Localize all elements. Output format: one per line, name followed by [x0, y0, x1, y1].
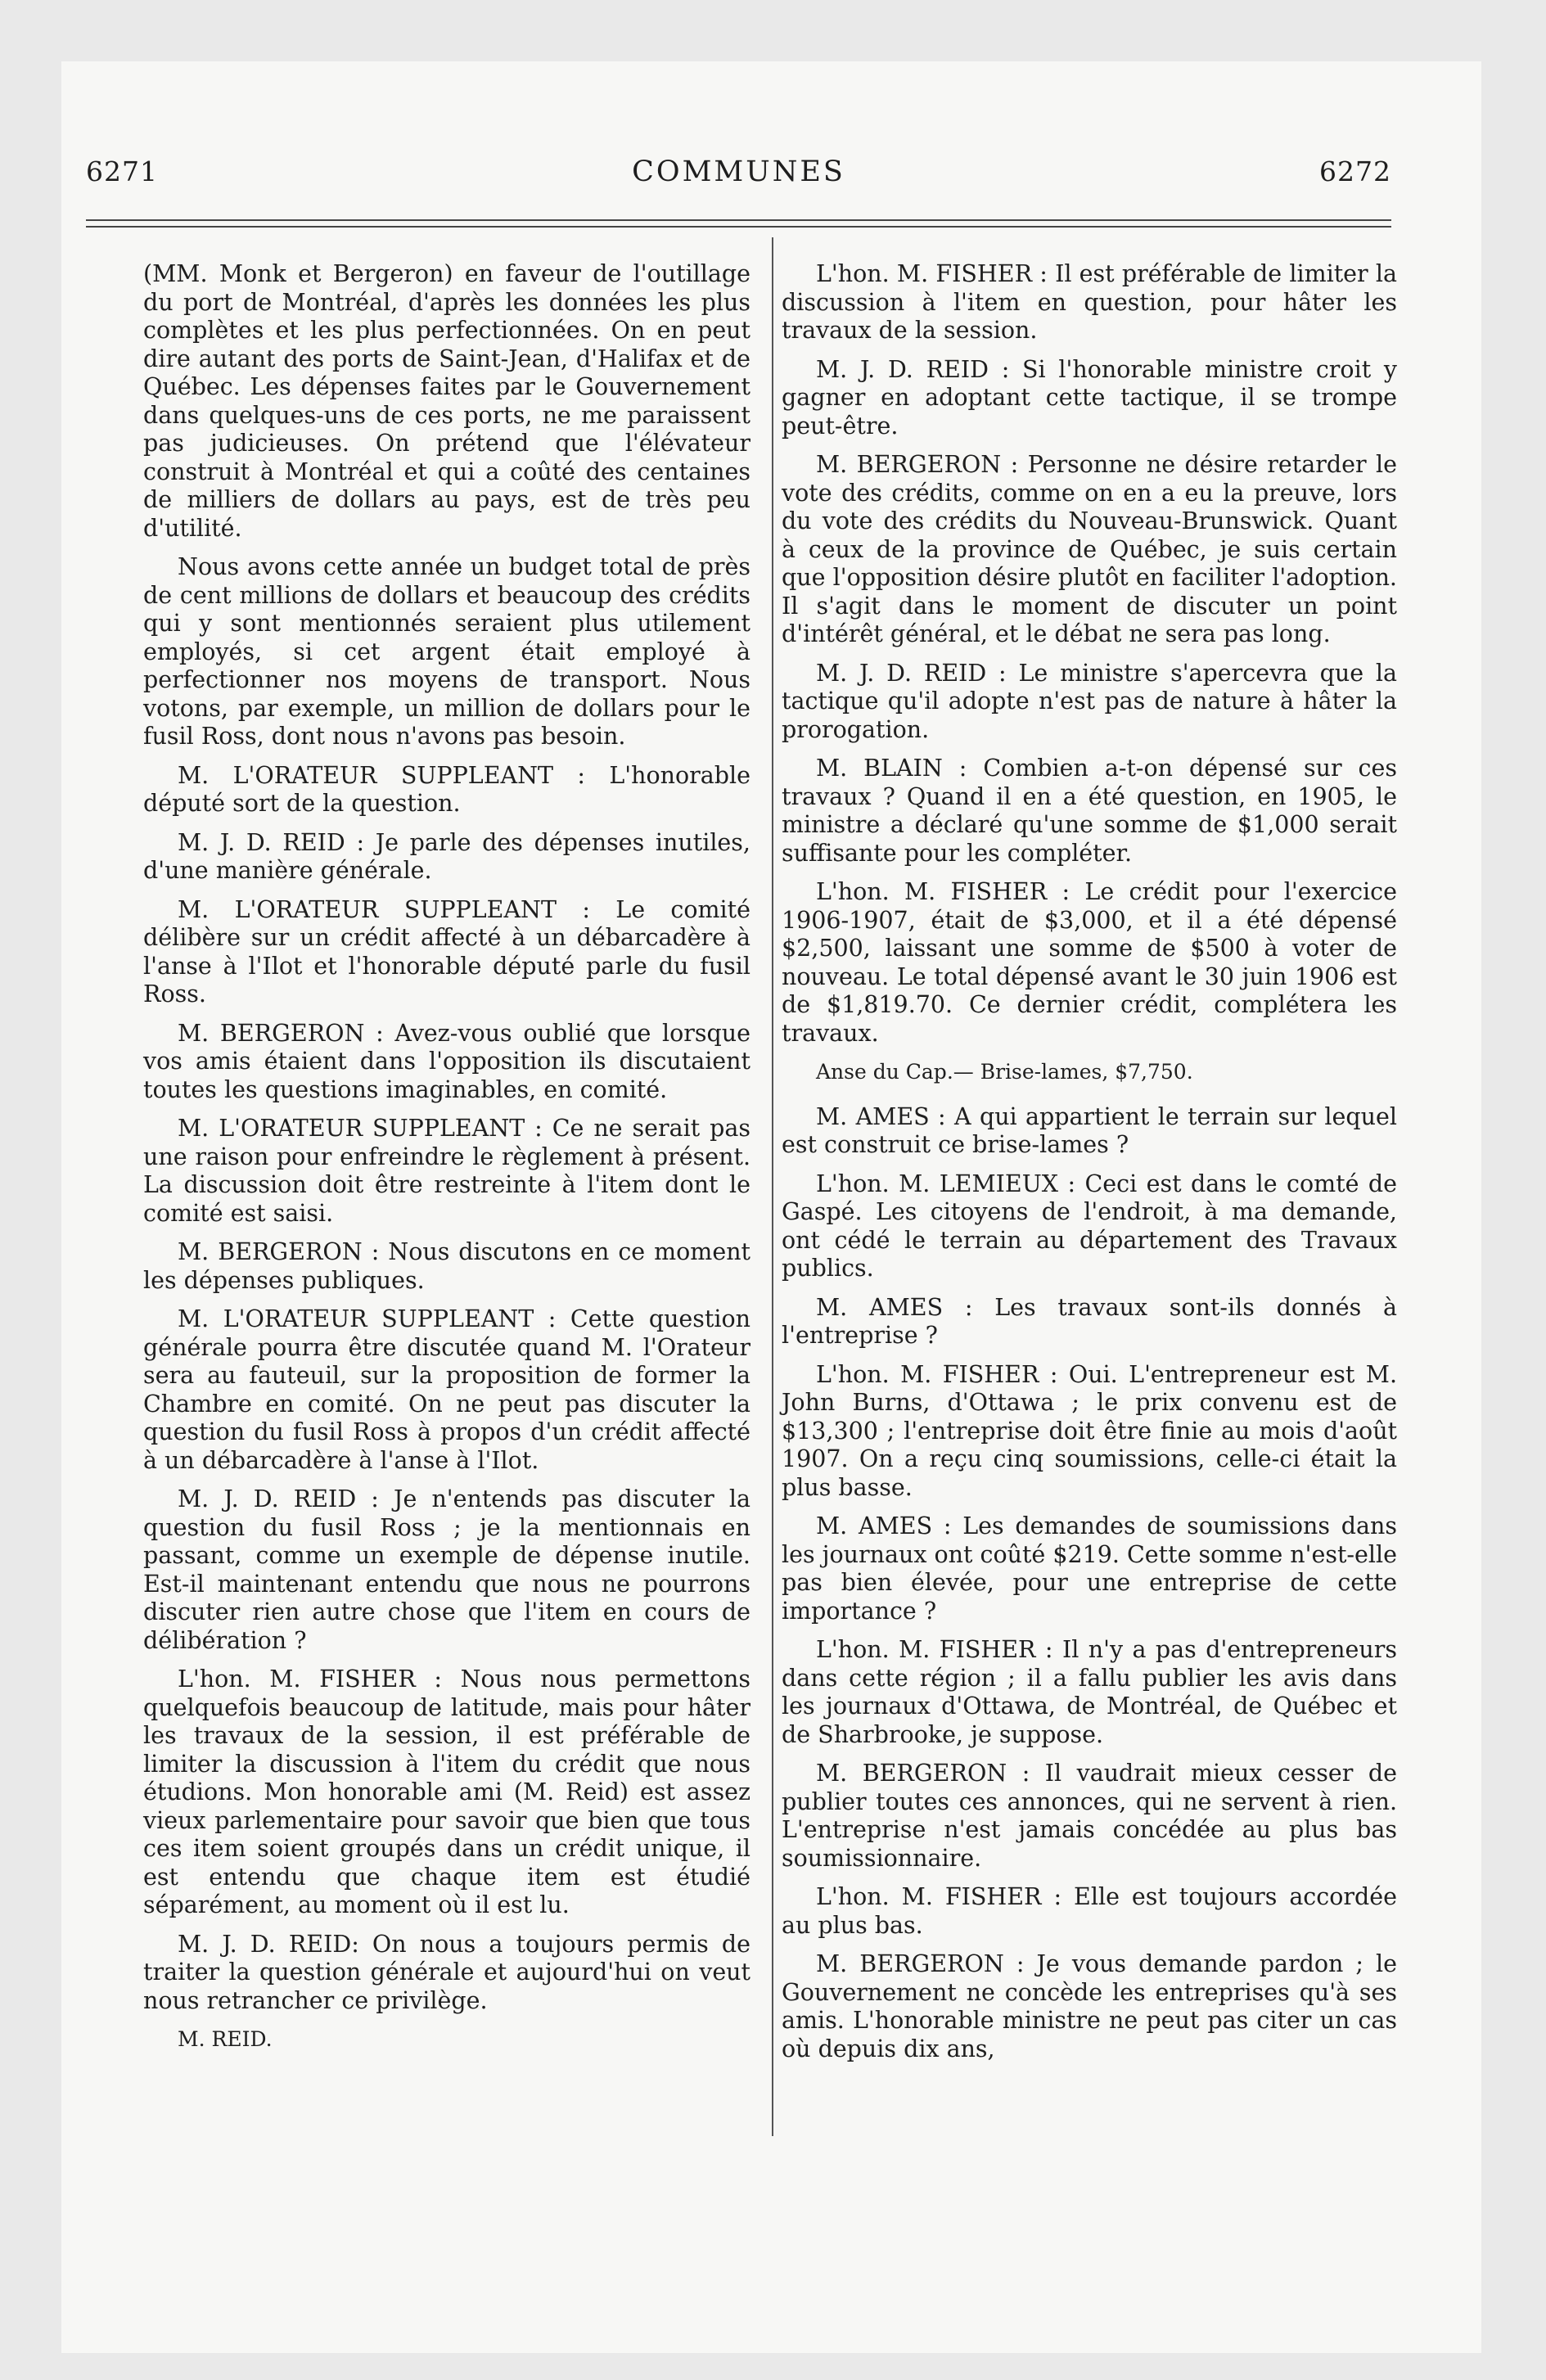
paragraph: M. L'ORATEUR SUPPLEANT : Ce ne serait pas une raison pour enfreindre le règlement à présent. La discussion doit être restreinte à l'item dont le comité est saisi.: [143, 1115, 750, 1227]
paragraph: M. BERGERON : Avez-vous oublié que lorsque vos amis étaient dans l'opposition ils discutaient toutes les questions imaginables, en comité.: [143, 1019, 750, 1103]
paragraph: M. AMES : Les demandes de soumissions dans les journaux ont coûté $219. Cette somme n'est-elle pas bien élevée, pour une entreprise de cette importance ?: [782, 1512, 1397, 1625]
paragraph: L'hon. M. LEMIEUX : Ceci est dans le comté de Gaspé. Les citoyens de l'endroit, à ma demande, ont cédé le terrain au département des Travaux publics.: [782, 1170, 1397, 1282]
paragraph: (MM. Monk et Bergeron) en faveur de l'outillage du port de Montréal, d'après les données les plus complètes et les plus perfectionnées. On en peut dire autant des ports de Saint-Jean, d'Halifax et de Québec. Les dépenses faites par le Gouvernement dans quelques-uns de ces ports, ne me paraissent pas judicieuses. On prétend que l'élévateur construit à Montréal et qui a coûté des centaines de milliers de dollars au pays, est de très peu d'utilité.: [143, 260, 750, 542]
header-rule-bottom: [86, 226, 1391, 228]
page-number-left: 6271: [86, 156, 158, 187]
paragraph: L'hon. M. FISHER : Il est préférable de limiter la discussion à l'item en question, pour hâter les travaux de la session.: [782, 260, 1397, 344]
paragraph: M. L'ORATEUR SUPPLEANT : Le comité délibère sur un crédit affecté à un débarcadère à l'anse à l'Ilot et l'honorable député parle du fusil Ross.: [143, 895, 750, 1007]
paragraph: M. J. D. REID: On nous a toujours permis de traiter la question générale et aujourd'hui on veut nous retrancher ce privilège.: [143, 1930, 750, 2014]
paragraph: M. BERGERON : Je vous demande pardon ; le Gouvernement ne concède les entreprises qu'à ses amis. L'honorable ministre ne peut pas citer un cas où depuis dix ans,: [782, 1950, 1397, 2062]
paragraph: M. BERGERON : Personne ne désire retarder le vote des crédits, comme on en a eu la preuve, lors du vote des crédits du Nouveau-Brunswick. Quant à ceux de la province de Québec, je suis certain que l'opposition désire plutôt en faciliter l'adoption. Il s'agit dans le moment de discuter un point d'intérêt général, et le débat ne sera pas long.: [782, 451, 1397, 647]
paragraph: L'hon. M. FISHER : Il n'y a pas d'entrepreneurs dans cette région ; il a fallu publier les avis dans les journaux d'Ottawa, de Montréal, de Québec et de Sharbrooke, je suppose.: [782, 1636, 1397, 1748]
paragraph: M. BERGERON : Il vaudrait mieux cesser de publier toutes ces annonces, qui ne servent à rien. L'entreprise n'est jamais concédée au plus bas soumissionnaire.: [782, 1760, 1397, 1872]
paragraph: M. L'ORATEUR SUPPLEANT : Cette question générale pourra être discutée quand M. l'Orateur sera au fauteuil, sur la proposition de former la Chambre en comité. On ne peut pas discuter la question du fusil Ross à propos d'un crédit affecté à un débarcadère à l'anse à l'Ilot.: [143, 1305, 750, 1474]
paragraph: M. AMES : A qui appartient le terrain sur lequel est construit ce brise-lames ?: [782, 1102, 1397, 1158]
paragraph: L'hon. M. FISHER : Elle est toujours accordée au plus bas.: [782, 1883, 1397, 1939]
page-number-right: 6272: [1319, 156, 1391, 187]
paragraph: M. L'ORATEUR SUPPLEANT : L'honorable député sort de la question.: [143, 761, 750, 817]
paragraph: L'hon. M. FISHER : Le crédit pour l'exercice 1906-1907, était de $3,000, et il a été dépensé $2,500, laissant une somme de $500 à voter de nouveau. Le total dépensé avant le 30 juin 1906 est de $1,819.70. Ce dernier crédit, complétera les travaux.: [782, 878, 1397, 1047]
paragraph: M. BERGERON : Nous discutons en ce moment les dépenses publiques.: [143, 1238, 750, 1294]
paragraph: M. BLAIN : Combien a-t-on dépensé sur ces travaux ? Quand il en a été question, en 1905, le ministre a déclaré qu'une somme de $1,000 serait suffisante pour les compléter.: [782, 755, 1397, 867]
budget-item-heading: Anse du Cap.— Brise-lames, $7,750.: [816, 1060, 1193, 1084]
paragraph: M. J. D. REID : Je n'entends pas discuter la question du fusil Ross ; je la mentionnais en passant, comme un exemple de dépense inutile. Est-il maintenant entendu que nous ne pourrons discuter rien autre chose que l'item en cours de délibération ?: [143, 1485, 750, 1654]
right-column: [782, 260, 1397, 2074]
paragraph: M. J. D. REID : Le ministre s'apercevra que la tactique qu'il adopte n'est pas de nature à hâter la prorogation.: [782, 659, 1397, 743]
paragraph: M. J. D. REID : Je parle des dépenses inutiles, d'une manière générale.: [143, 828, 750, 884]
page-footer-signature: M. REID.: [178, 2027, 273, 2051]
column-divider: [772, 237, 773, 2136]
paragraph: Nous avons cette année un budget total de près de cent millions de dollars et beaucoup des crédits qui y sont mentionnés seraient plus utilement employés, si cet argent était employé à perfectionner nos moyens de transport. Nous votons, par exemple, un million de dollars pour le fusil Ross, dont nous n'avons pas besoin.: [143, 553, 750, 750]
paragraph: M. AMES : Les travaux sont-ils donnés à l'entreprise ?: [782, 1293, 1397, 1349]
paragraph: L'hon. M. FISHER : Oui. L'entrepreneur est M. John Burns, d'Ottawa ; le prix convenu est de $13,300 ; l'entreprise doit être finie au mois d'août 1907. On a reçu cinq soumissions, celle-ci était la plus basse.: [782, 1360, 1397, 1501]
paragraph: L'hon. M. FISHER : Nous nous permettons quelquefois beaucoup de latitude, mais pour hâter les travaux de la session, il est préférable de limiter la discussion à l'item du crédit que nous étudions. Mon honorable ami (M. Reid) est assez vieux parlementaire pour savoir que bien que tous ces item soient groupés dans un crédit unique, il est entendu que chaque item est étudié séparément, au moment où il est lu.: [143, 1666, 750, 1918]
left-column: [143, 260, 750, 2071]
running-title: COMMUNES: [632, 156, 845, 188]
header-rule-top: [86, 219, 1391, 221]
page-header: [86, 156, 1391, 196]
paragraph: M. J. D. REID : Si l'honorable ministre croit y gagner en adoptant cette tactique, il se trompe peut-être.: [782, 355, 1397, 439]
